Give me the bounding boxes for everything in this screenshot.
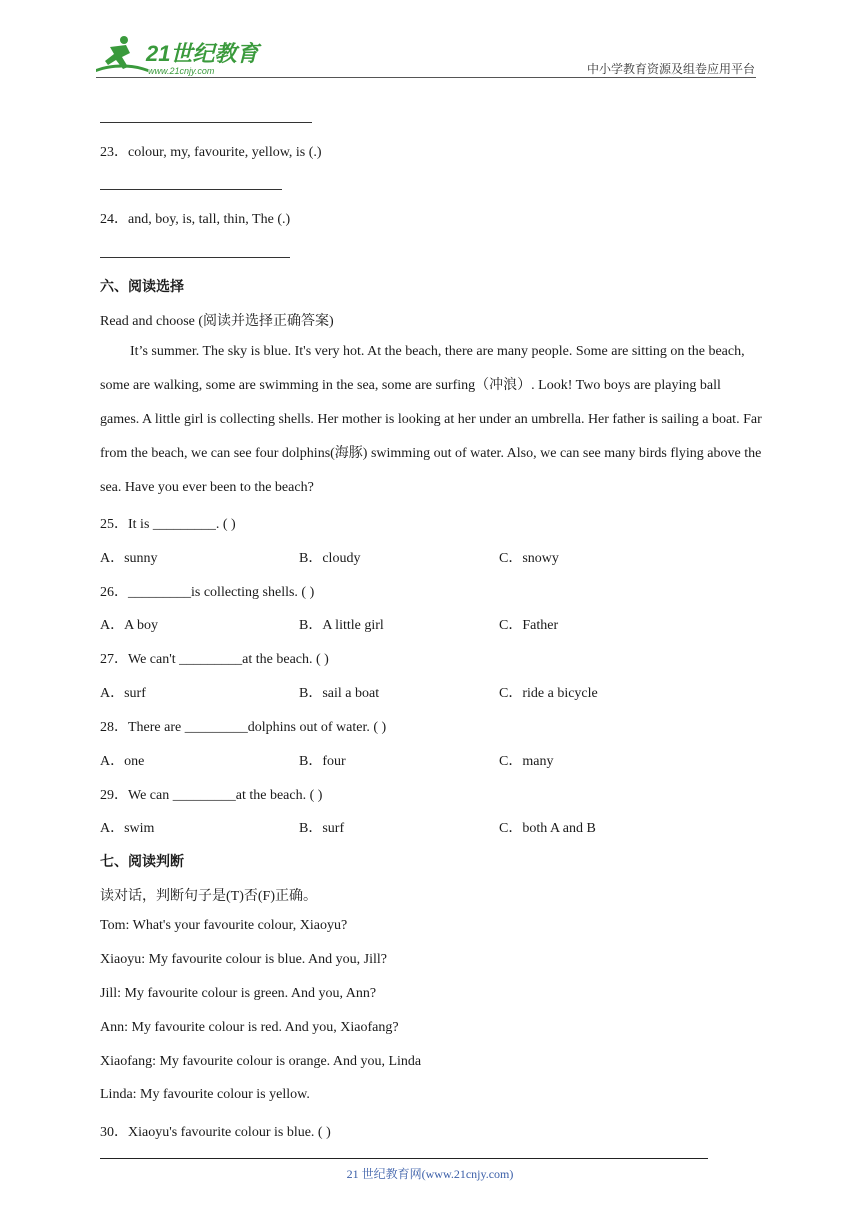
option-29-b: B．surf: [299, 821, 345, 836]
reading-passage: It’s summer. The sky is blue. It's very hot. At the beach, there are many people. Some are sitting on the beach, some are walking, some are swimming in the sea, some are surfing（冲浪）. Look! Two boys are playing ball games. A little girl is collecting shells. Her mother is looking at her under an umbrella. Her father is sailing a boat. Far from the beach, we can see four dolphins(海豚) swimming out of water. Also, we can see many birds flying above the sea. Have you ever been to the beach?: [100, 344, 762, 495]
dialogue-line: Tom: What's your favourite colour, Xiaoyu?: [100, 918, 348, 933]
logo-text: 21世纪教育: [146, 41, 259, 66]
answer-line-24: [100, 257, 290, 258]
section-7-instruction: 读对话，判断句子是(T)否(F)正确。: [100, 889, 317, 904]
option-27-c: C．ride a bicycle: [499, 686, 598, 701]
answer-line-23: [100, 189, 282, 190]
dialogue-line: Xiaoyu: My favourite colour is blue. And you, Jill?: [100, 952, 387, 967]
option-27-b: B．sail a boat: [299, 686, 380, 701]
dialogue-line: Xiaofang: My favourite colour is orange. And you, Linda: [100, 1054, 422, 1069]
option-25-c: C．snowy: [499, 551, 559, 566]
section-7-heading: 七、阅读判断: [100, 855, 184, 870]
question-25: 25．It is _________. ( ): [100, 517, 236, 532]
option-29-a: A．swim: [100, 821, 155, 836]
question-24: 24．and, boy, is, tall, thin, The (.): [100, 212, 291, 227]
question-28: 28．There are _________dolphins out of water. ( ): [100, 720, 387, 735]
section-6-heading: 六、阅读选择: [100, 280, 184, 295]
footer-text: 21 世纪教育网(www.21cnjy.com): [346, 1167, 514, 1181]
answer-line-22: [100, 122, 312, 123]
question-27: 27．We can't _________at the beach. ( ): [100, 652, 329, 667]
dialogue-line: Jill: My favourite colour is green. And you, Ann?: [100, 986, 377, 1001]
option-28-c: C．many: [499, 754, 554, 769]
question-29: 29．We can _________at the beach. ( ): [100, 788, 323, 803]
dialogue-line: Ann: My favourite colour is red. And you, Xiaofang?: [100, 1020, 399, 1035]
logo-url: www.21cnjy.com: [148, 66, 215, 76]
option-25-b: B．cloudy: [299, 551, 361, 566]
option-28-a: A．one: [100, 754, 145, 769]
option-26-a: A．A boy: [100, 618, 158, 633]
header-platform-text: 中小学教育资源及组卷应用平台: [586, 62, 755, 76]
dialogue-line: Linda: My favourite colour is yellow.: [100, 1087, 310, 1102]
option-28-b: B．four: [299, 754, 346, 769]
option-27-a: A．surf: [100, 686, 146, 701]
question-26: 26．_________is collecting shells. ( ): [100, 585, 315, 600]
option-25-a: A．sunny: [100, 551, 158, 566]
option-26-b: B．A little girl: [299, 618, 384, 633]
option-26-c: C．Father: [499, 618, 559, 633]
site-logo: [92, 33, 262, 79]
question-30: 30．Xiaoyu's favourite colour is blue. ( ): [100, 1125, 331, 1140]
footer-divider: [100, 1158, 708, 1159]
header-divider: [96, 77, 756, 78]
option-29-c: C．both A and B: [499, 821, 596, 836]
question-23: 23．colour, my, favourite, yellow, is (.): [100, 145, 322, 160]
section-6-instruction: Read and choose (阅读并选择正确答案): [100, 314, 334, 329]
